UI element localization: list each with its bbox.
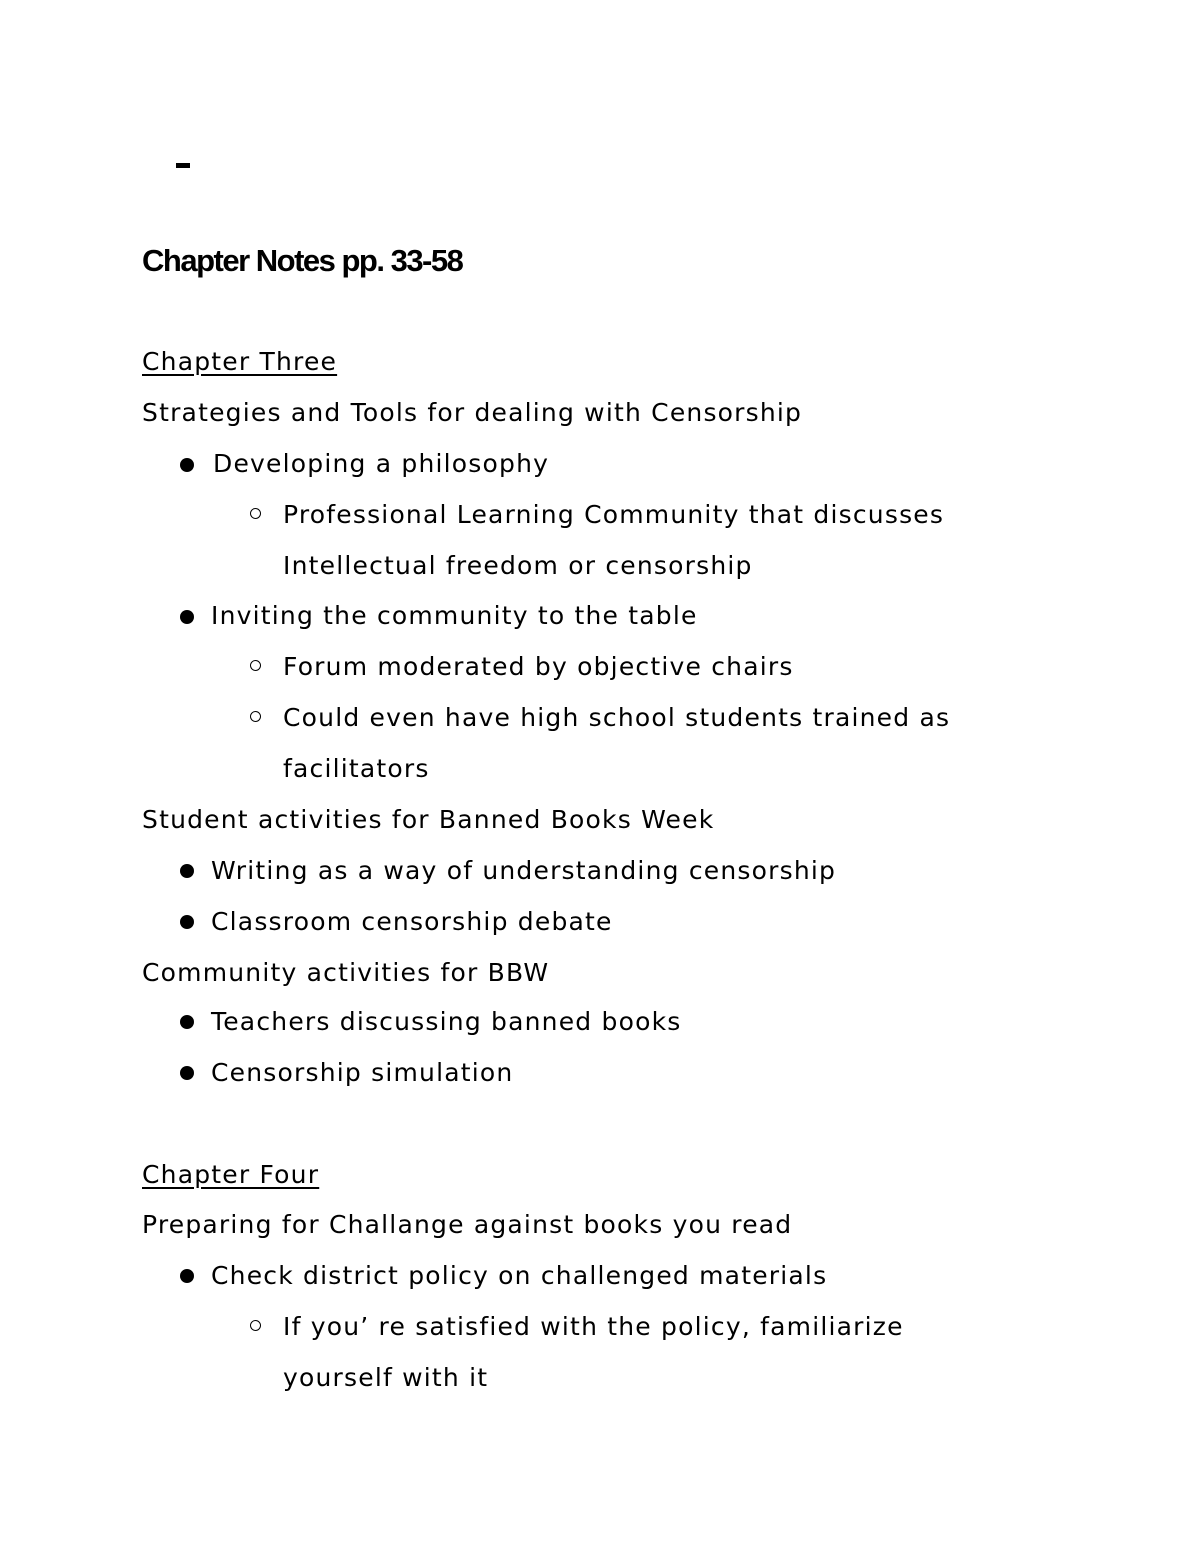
list-item: Could even have high school students trained as [283,703,951,732]
circle-bullet-icon [250,660,261,671]
bullet-icon [180,1269,194,1283]
list-item: Developing a philosophy [213,449,550,478]
bullet-icon [180,864,194,878]
bullet-icon [180,458,194,472]
chapter-four-heading: Chapter Four [142,1160,320,1189]
preparing-topic: Preparing for Challange against books you read [142,1210,793,1239]
bullet-icon [180,1015,194,1029]
bullet-icon [180,1066,194,1080]
strategies-topic: Strategies and Tools for dealing with Censorship [142,398,803,427]
list-item: Forum moderated by objective chairs [283,652,794,681]
list-item: Professional Learning Community that discusses [283,500,945,529]
student-activities-topic: Student activities for Banned Books Week [142,805,715,834]
list-item-continuation: yourself with it [283,1363,489,1392]
list-item: Censorship simulation [211,1058,514,1087]
page-title: Chapter Notes pp. 33-58 [142,243,463,278]
list-item: Classroom censorship debate [211,907,613,936]
list-item: Writing as a way of understanding censorship [211,856,837,885]
circle-bullet-icon [250,1320,261,1331]
community-activities-topic: Community activities for BBW [142,958,550,987]
list-item-continuation: Intellectual freedom or censorship [283,551,753,580]
list-item: Inviting the community to the table [211,601,698,630]
dash-mark [176,163,190,168]
circle-bullet-icon [250,508,261,519]
list-item-continuation: facilitators [283,754,430,783]
circle-bullet-icon [250,711,261,722]
list-item: Check district policy on challenged materials [211,1261,828,1290]
chapter-three-heading: Chapter Three [142,347,338,376]
list-item: Teachers discussing banned books [211,1007,682,1036]
bullet-icon [180,915,194,929]
list-item: If you’ re satisfied with the policy, familiarize [283,1312,904,1341]
bullet-icon [180,610,194,624]
